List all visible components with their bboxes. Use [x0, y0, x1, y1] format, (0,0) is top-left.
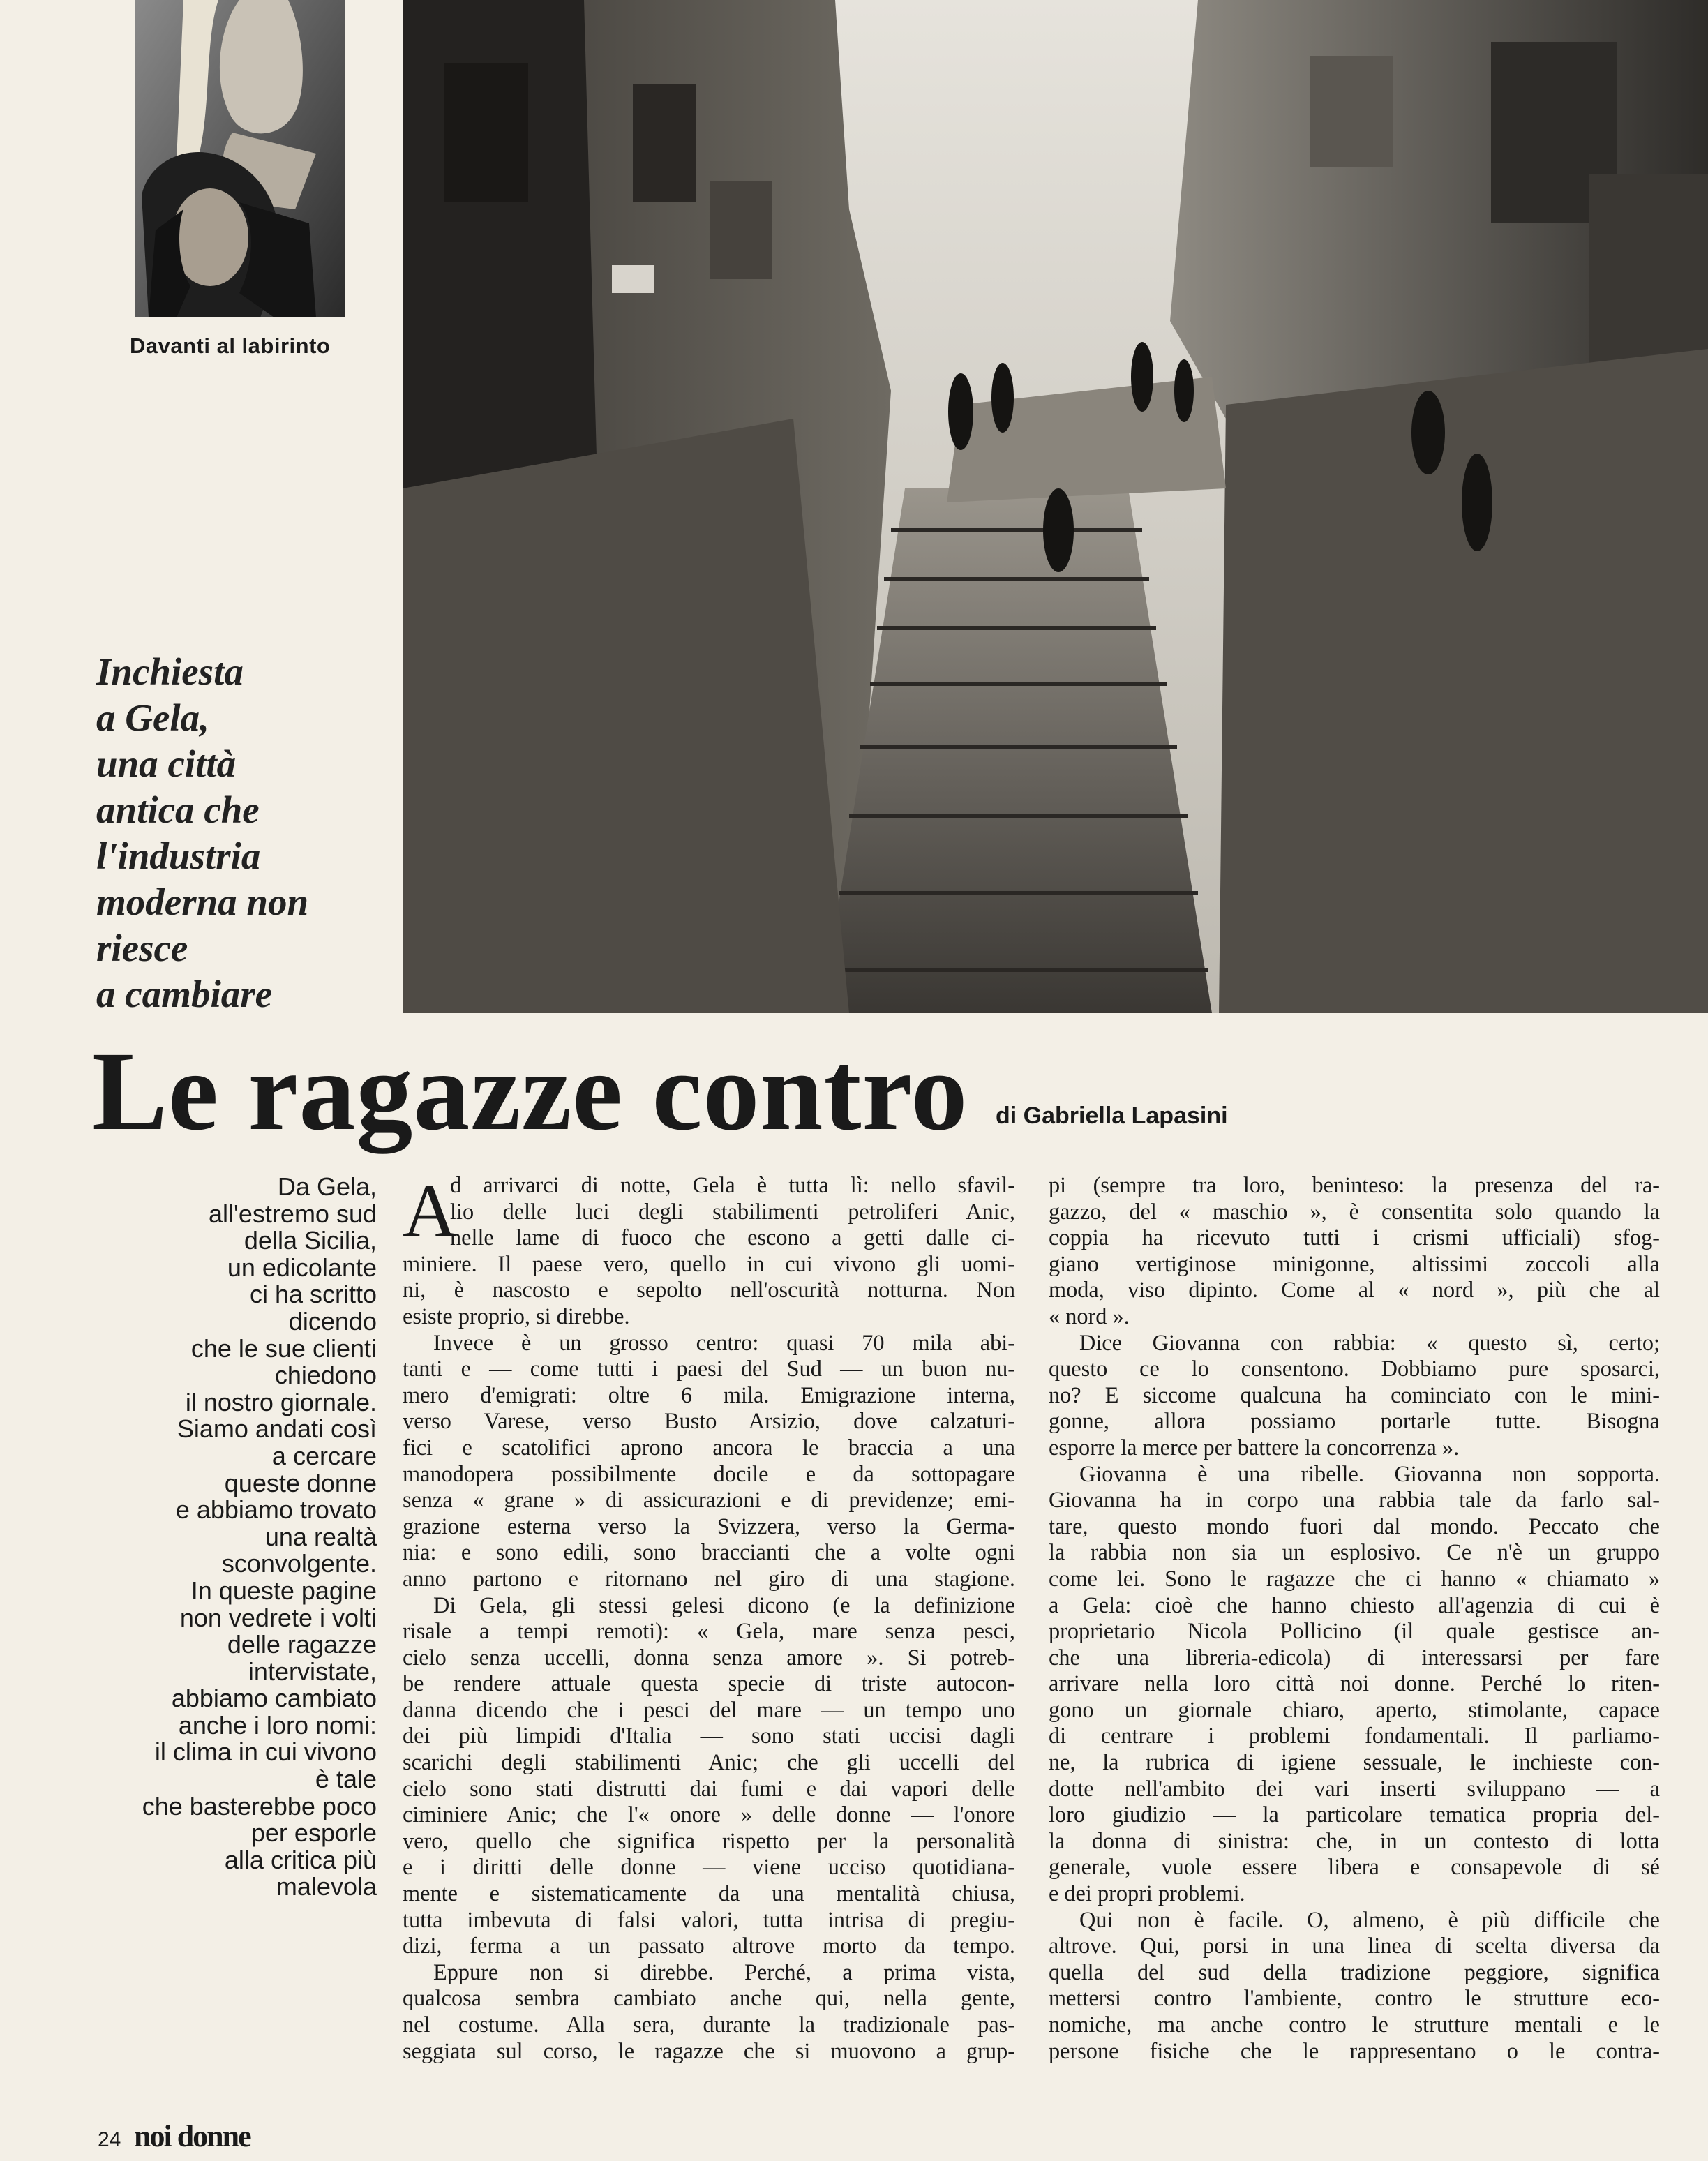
- page-number: 24: [98, 2128, 121, 2151]
- body-line: tare, questo mondo fuori dal mondo. Peccato che: [1049, 1513, 1660, 1539]
- intro-line: queste donne: [224, 1468, 377, 1497]
- subtitle-line: riesce: [96, 927, 188, 969]
- body-line: altrove. Qui, porsi in una linea di scelta diversa da: [1049, 1933, 1660, 1959]
- intro-line: non vedrete i volti: [179, 1603, 377, 1632]
- body-line: esporre la merce per battere la concorrenza ».: [1049, 1434, 1460, 1460]
- intro-line: Da Gela,: [277, 1172, 377, 1201]
- body-line: mettersi contro l'ambiente, contro le strutture eco-: [1049, 1985, 1660, 2011]
- body-line: gono un giornale chiaro, aperto, stimolante, capace: [1049, 1696, 1660, 1722]
- body-line: Giovanna è una ribelle. Giovanna non sopporta.: [1079, 1460, 1660, 1486]
- body-line: gazzo, del « maschio », è consentita solo quando la: [1049, 1198, 1660, 1224]
- body-line: proprietario Nicola Pollicino (il quale gestisce an-: [1049, 1618, 1660, 1644]
- intro-line: il clima in cui vivono: [154, 1737, 377, 1767]
- intro-line: abbiamo cambiato: [171, 1684, 377, 1713]
- main-photo: [403, 0, 1708, 1013]
- intro-line: anche i loro nomi:: [178, 1710, 377, 1740]
- body-line: manodopera possibilmente docile e da sottopagare: [403, 1460, 1015, 1486]
- intro-line: è tale: [315, 1765, 377, 1794]
- intro-line: all'estremo sud: [209, 1199, 377, 1228]
- body-line: Invece è un grosso centro: quasi 70 mila abi-: [433, 1329, 1015, 1355]
- intro-text: [112, 1174, 377, 1901]
- intro-line: che le sue clienti: [190, 1333, 377, 1363]
- intro-line: e abbiamo trovato: [175, 1495, 377, 1525]
- intro-line: malevola: [276, 1872, 377, 1901]
- intro-line: Siamo andati così: [177, 1414, 377, 1444]
- body-line: Dice Giovanna con rabbia: « questo sì, certo;: [1079, 1329, 1660, 1355]
- body-line: Giovanna ha in corpo una rabbia tale da farlo sal-: [1049, 1487, 1660, 1513]
- drop-cap: A: [403, 1169, 457, 1253]
- intro-line: delle ragazze: [227, 1630, 377, 1659]
- body-column-2: [1049, 1172, 1660, 2064]
- magazine-name: noi donne: [134, 2119, 250, 2153]
- intro-line: chiedono: [274, 1361, 377, 1390]
- body-line: no? E siccome qualcuna ha cominciato con le mini-: [1049, 1382, 1660, 1407]
- subtitle-line: Inchiesta: [96, 650, 244, 693]
- body-line: seggiata sul corso, le ragazze che si muovono a grup-: [403, 2037, 1015, 2063]
- body-line: miniere. Il paese vero, quello in cui vivono gli uomi-: [403, 1250, 1015, 1276]
- body-line: la rabbia non sia un esplosivo. Ce n'è un gruppo: [1049, 1539, 1660, 1565]
- body-line: anno partono e ritornano nel giro di una stagione.: [403, 1565, 1015, 1591]
- street-stairs-photo: [403, 0, 1708, 1013]
- body-line: generale, vuole essere libera e consapevole di sé: [1049, 1854, 1660, 1880]
- body-line: a Gela: cioè che hanno chiesto all'agenzia di cui è: [1049, 1592, 1660, 1617]
- body-line: quella del sud della tradizione peggiore, significa: [1049, 1959, 1660, 1984]
- body-line: nel costume. Alla sera, durante la tradizionale pas-: [403, 2012, 1015, 2037]
- body-line: risale a tempi remoti): « Gela, mare senza pesci,: [403, 1618, 1015, 1644]
- body-line: qualcosa sembra cambiato anche qui, nella gente,: [403, 1985, 1015, 2011]
- body-line: esiste proprio, si direbbe.: [403, 1303, 630, 1329]
- body-line: ciminiere Anic; che l'« onore » delle donne — l'onore: [403, 1802, 1015, 1827]
- subtitle-line: antica che: [96, 788, 260, 831]
- body-line: scarichi degli stabilimenti Anic; che gli uccelli del: [403, 1749, 1015, 1775]
- body-line: Qui non è facile. O, almeno, è più difficile che: [1079, 1906, 1660, 1932]
- body-line: vero, quello che significa rispetto per la personalità: [403, 1827, 1015, 1853]
- body-line: d arrivarci di notte, Gela è tutta lì: nello sfavil-: [450, 1172, 1015, 1197]
- intro-line: In queste pagine: [190, 1576, 377, 1605]
- body-line: mente e sistematicamente da una mentalità chiusa,: [403, 1880, 1015, 1906]
- subtitle-line: una città: [96, 742, 237, 785]
- article-headline: Le ragazze contro: [92, 1029, 968, 1154]
- subtitle-line: a cambiare: [96, 973, 273, 1015]
- body-line: fici e scatolifici aprono ancora le braccia a una: [403, 1434, 1015, 1460]
- portrait-photo: [135, 0, 345, 317]
- intro-line: per esporle: [250, 1818, 377, 1848]
- body-line: persone fisiche che le rappresentano o le contra-: [1049, 2037, 1660, 2063]
- body-line: lio delle luci degli stabilimenti petroliferi Anic,: [450, 1198, 1015, 1224]
- body-line: loro giudizio — la particolare tematica propria del-: [1049, 1802, 1660, 1827]
- intro-line: il nostro giornale.: [185, 1387, 377, 1416]
- intro-line: dicendo: [288, 1306, 377, 1336]
- body-line: mero d'emigrati: oltre 6 mila. Emigrazione interna,: [403, 1382, 1015, 1407]
- body-line: be rendere attuale questa specie di triste autocon-: [403, 1670, 1015, 1696]
- body-line: « nord ».: [1049, 1303, 1130, 1329]
- article-subtitle: [96, 649, 389, 1017]
- body-line: giano vertiginose minigonne, altissimi zoccoli alla: [1049, 1250, 1660, 1276]
- intro-line: ci ha scritto: [249, 1280, 377, 1309]
- body-line: dotte nell'ambito dei vari inserti sviluppano — a: [1049, 1775, 1660, 1801]
- body-line: grazione esterna verso la Svizzera, verso la Germa-: [403, 1513, 1015, 1539]
- body-line: dei più limpidi d'Italia — sono stati uccisi dagli: [403, 1723, 1015, 1749]
- body-line: nomiche, ma anche contro le strutture mentali e le: [1049, 2012, 1660, 2037]
- body-line: cielo senza uccelli, donna senza amore ». Si potreb-: [403, 1644, 1015, 1670]
- body-line: la donna di sinistra: che, in un contesto di lotta: [1049, 1827, 1660, 1853]
- intro-line: che basterebbe poco: [142, 1791, 377, 1820]
- intro-line: una realtà: [264, 1522, 377, 1551]
- body-line: Eppure non si direbbe. Perché, a prima vista,: [433, 1959, 1015, 1984]
- body-line: coppia ha ricevuto tutti i crismi ufficiali) sfog-: [1049, 1225, 1660, 1250]
- body-line: di centrare i problemi fondamentali. Il parliamo-: [1049, 1723, 1660, 1749]
- intro-line: a cercare: [271, 1441, 377, 1470]
- intro-line: sconvolgente.: [221, 1549, 377, 1578]
- subtitle-line: a Gela,: [96, 696, 209, 739]
- portrait-photo-image: [135, 0, 345, 317]
- intro-line: intervistate,: [248, 1657, 377, 1686]
- article-byline: di Gabriella Lapasini: [996, 1102, 1228, 1129]
- body-line: verso Varese, verso Busto Arsizio, dove calzaturi-: [403, 1408, 1015, 1434]
- body-line: tutta imbevuta di falsi valori, tutta intrisa di pregiu-: [403, 1906, 1015, 1932]
- subtitle-line: l'industria: [96, 835, 261, 877]
- body-line: come lei. Sono le ragazze che ci hanno « chiamato »: [1049, 1565, 1660, 1591]
- body-line: cielo sono stati distrutti dai fumi e dai vapori delle: [403, 1775, 1015, 1801]
- body-column-1: [403, 1169, 1015, 2064]
- intro-line: un edicolante: [227, 1253, 377, 1282]
- body-line: senza « grane » di assicurazioni e di previdenze; emi-: [403, 1487, 1015, 1513]
- subtitle-line: moderna non: [96, 881, 309, 923]
- body-line: e dei propri problemi.: [1049, 1880, 1245, 1906]
- intro-line: della Sicilia,: [244, 1226, 377, 1255]
- body-line: Di Gela, gli stessi gelesi dicono (e la definizione: [433, 1592, 1015, 1617]
- body-line: gonne, allora possiamo portarle tutte. Bisogna: [1049, 1408, 1660, 1434]
- body-line: nelle lame di fuoco che escono a getti dalle ci-: [450, 1225, 1015, 1250]
- body-line: che una libreria-edicola) di interessarsi per fare: [1049, 1644, 1660, 1670]
- body-line: ni, è nascosto e sepolto nell'oscurità notturna. Non: [403, 1277, 1015, 1303]
- body-line: dizi, ferma a un passato altrove morto da tempo.: [403, 1933, 1015, 1959]
- body-line: questo ce lo consentono. Dobbiamo pure sposarci,: [1049, 1356, 1660, 1382]
- body-line: ne, la rubrica di igiene sessuale, le inchieste con-: [1049, 1749, 1660, 1775]
- body-line: arrivare nella loro città noi donne. Perché lo riten-: [1049, 1670, 1660, 1696]
- body-line: danna dicendo che i pesci del mare — un tempo uno: [403, 1696, 1015, 1722]
- intro-line: alla critica più: [224, 1845, 377, 1874]
- body-line: tanti e — come tutti i paesi del Sud — un buon nu-: [403, 1356, 1015, 1382]
- body-line: moda, viso dipinto. Come al « nord », più che al: [1049, 1277, 1660, 1303]
- body-line: pi (sempre tra loro, beninteso: la presenza del ra-: [1049, 1172, 1660, 1197]
- body-line: nia: e sono edili, sono braccianti che a volte ogni: [403, 1539, 1015, 1565]
- body-line: e i diritti delle donne — viene ucciso quotidiana-: [403, 1854, 1015, 1880]
- portrait-caption: Davanti al labirinto: [130, 334, 331, 358]
